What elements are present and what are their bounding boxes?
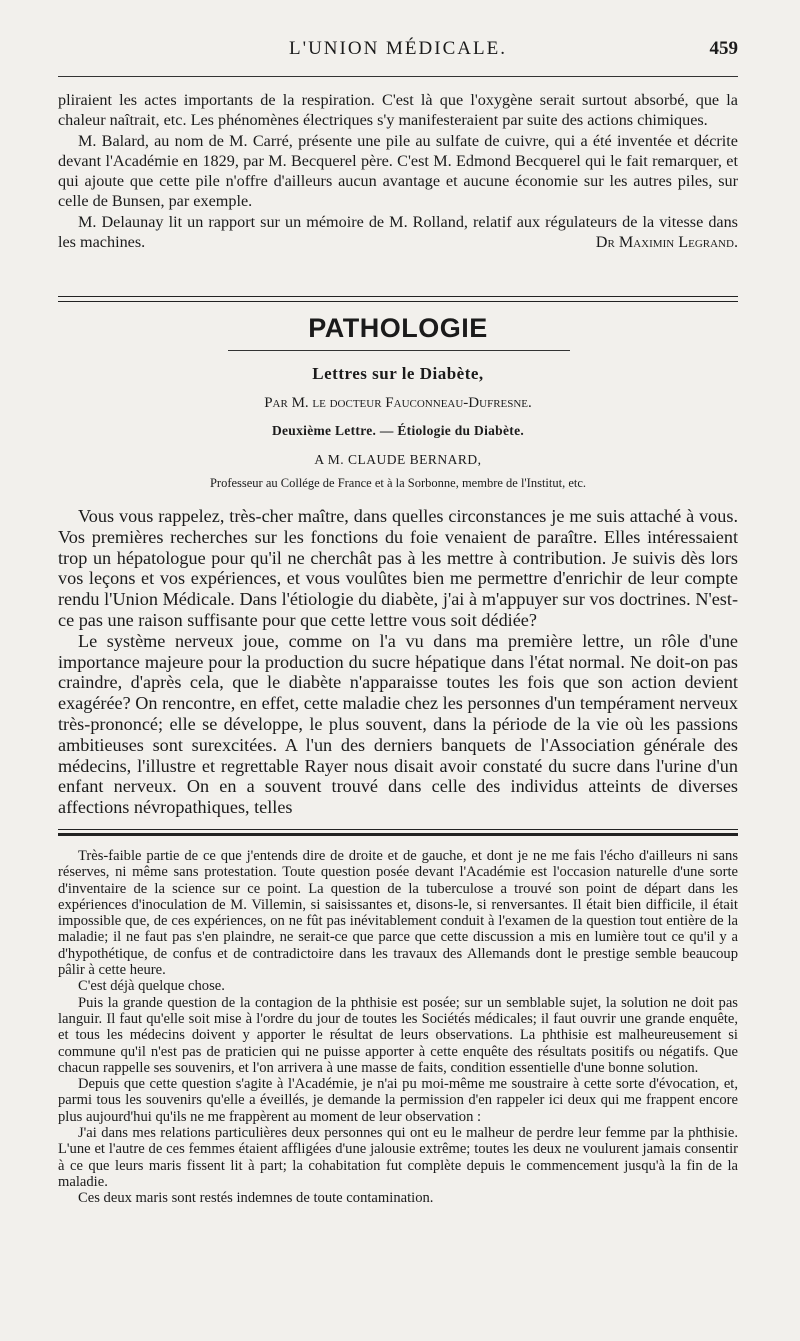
article-paragraph: Le système nerveux joue, comme on l'a vu dans ma première lettre, un rôle d'une importance majeure pour la production du sucre hépatique dans l'état normal. Ne doit-on pas craindre, d'après cela, que le diabète n'apparaisse toutes les fois que son action devient exagérée? On rencontre, en effet, cette maladie chez les personnes d'un tempérament nerveux très-prononcé; elle se développe, le plus souvent, dans la période de la vie où les passions ambitieuses sont surexcitées. A l'un des derniers banquets de l'Association générale des médecins, l'illustre et regrettable Rayer nous disait avoir constaté du sucre dans l'urine d'un enfant nerveux. On en a souvent trouvé dans celle des individus atteints de diverses affections névropathiques, telles [58,630,738,818]
signature: Dr Maximin Legrand. [595,233,738,252]
continuation-paragraph: M. Delaunay lit un rapport sur un mémoire de M. Rolland, relatif aux régulateurs de la vitesse dans les machines. [58,212,738,252]
feuilleton-paragraph: Puis la grande question de la contagion de la phthisie est posée; sur un semblable sujet, la solution ne doit pas languir. Il faut qu'elle soit mise à l'ordre du jour de toutes les Sociétés médicales; il faut ouvrir une grande enquête, et tous les médecins doivent y apporter le résultat de leurs observations. La phthisie est malheureusement si commune qu'il n'est pas de praticien qui ne puisse apporter à cette enquête des résultats positifs ou négatifs. Que chacun rappelle ses souvenirs, et l'on arrivera à une masse de faits, condition essentielle d'une bonne solution. [58,994,738,1076]
continuation-paragraph: pliraient les actes importants de la respiration. C'est là que l'oxygène serait surtout absorbé, que la chaleur naîtrait, etc. Les phénomènes électriques s'y manifesteraient par suite des actions chimiques. [58,91,738,130]
feuilleton-rule-thick [58,833,738,836]
section-rule-top [58,296,738,297]
article-body [58,506,738,818]
article-paragraph: Vous vous rappelez, très-cher maître, dans quelles circonstances je me suis attaché à vous. Vos premières recherches sur les fonctions du foie venaient de paraître. Elles intéressaient trop un hépatologue pour qu'il ne cherchât pas à les mettre à contribution. Je suivis dès lors vos leçons et vos expériences, et vous voulûtes bien me permettre d'enrichir de leur compte rendu l'Union Médicale. Dans l'étiologie du diabète, j'ai à m'appuyer sur vos doctrines. N'est-ce pas une raison suffisante pour que cette lettre vous soit dédiée? [58,506,738,630]
feuilleton-text [58,848,738,1207]
addressee: A M. CLAUDE BERNARD, [314,452,482,467]
running-title: L'UNION MÉDICALE. [289,38,507,59]
feuilleton-paragraph: C'est déjà quelque chose. [78,978,225,995]
continuation-paragraph: M. Balard, au nom de M. Carré, présente une pile au sulfate de cuivre, qui a été inventée et décrite devant l'Académie en 1829, par M. Becquerel père. C'est M. Edmond Becquerel qui le fait remarquer, et qui ajoute que cette pile n'offre d'ailleurs aucun avantage et aucune économie sur les autres piles, sur celle de Bunsen, par exemple. [58,131,738,211]
article-title: Lettres sur le Diabète, [312,364,484,383]
addressee-title: Professeur au Collége de France et à la Sorbonne, membre de l'Institut, etc. [209,476,587,490]
feuilleton-paragraph: Depuis que cette question s'agite à l'Académie, je n'ai pu moi-même me soustraire à cette sorte d'évocation, et, parmi tous les souvenirs qu'elle a éveillés, je demande la permission d'en rappeler ici deux qui me frappent encore plus aujourd'hui qu'ils ne me frappèrent au moment de leur observation : [58,1076,738,1125]
heading-underline [228,350,570,351]
feuilleton-rule-thin [58,829,738,830]
continuation-text [58,90,738,253]
section-rule-bottom [58,301,738,302]
feuilleton-paragraph: Très-faible partie de ce que j'entends dire de droite et de gauche, et dont je ne me fais l'écho d'ailleurs ni sans réserves, ni même sans protestation. Toute question posée devant l'Académie est l'occasion naturelle d'une sorte d'inventaire de la science sur ce point. La question de la tuberculose a trouvé son point de départ dans les expériences d'inoculation de M. Villemin, si saisissantes et, disons-le, si renversantes. Il était bien difficile, il était impossible que, de ces expériences, on ne fût pas inévitablement conduit à l'examen de la question tout entière de la maladie; il ne faut pas s'en plaindre, ne serait-ce que parce que cette discussion a mis en lumière tout ce qu'il y a d'hypothétique, de confus et de contradictoire dans les travaux des Allemands dont le prestige semble beaucoup pâlir à cette heure. [58,848,738,979]
section-heading: PATHOLOGIE [308,313,488,343]
feuilleton-paragraph: J'ai dans mes relations particulières deux personnes qui ont eu le malheur de perdre leur femme par la phthisie. L'une et l'autre de ces femmes étaient affligées d'une jalousie extrême; toutes les deux ne voulurent jamais consentir à ce que leurs maris fissent lit à part; la cohabitation fut complète depuis le commencement jusqu'à la fin de la maladie. [58,1125,738,1190]
feuilleton-paragraph: Ces deux maris sont restés indemnes de toute contamination. [78,1190,434,1207]
running-head [58,38,738,68]
header-rule [58,76,738,77]
article-subtitle: Deuxième Lettre. — Étiologie du Diabète. [271,423,525,438]
page-number: 459 [709,38,738,59]
article-author: Par M. le docteur Fauconneau-Dufresne. [264,395,532,411]
